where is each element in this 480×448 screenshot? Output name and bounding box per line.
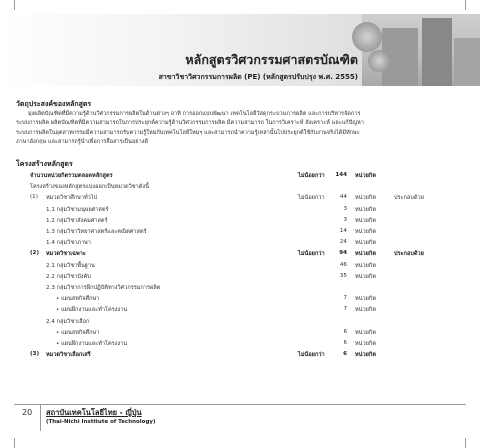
structure-row [0, 250, 480, 261]
crop-mark [465, 438, 466, 448]
row-min-prefix: ไม่น้อยกว่า [298, 352, 325, 359]
structure-row [0, 351, 480, 362]
row-note: ประกอบด้วย [394, 251, 424, 258]
structure-row [0, 329, 480, 340]
row-credits: 6 [343, 328, 347, 335]
structure-row [0, 284, 480, 295]
page-title: หลักสูตรวิศวกรรมศาสตรบัณฑิต [185, 52, 358, 67]
row-credits: 7 [343, 306, 347, 313]
row-unit: หน่วยกิต [355, 195, 376, 202]
objective-line: ระบบการผลิต ผลิตบัณฑิตที่มีความสามารถในการประยุกต์ความรู้ด้านวิศวกรรมการผลิต มีความสามารถ ในการวิเคราะห์ สังเคราะห์ และแก้ปัญหา [16, 120, 364, 127]
structure-row [0, 183, 480, 194]
building-shape [422, 18, 452, 86]
row-label: 1.1 กลุ่มวิชามนุษยศาสตร์ [46, 206, 109, 213]
row-label: หมวดวิชาเลือกเสรี [46, 352, 91, 359]
row-label: หมวดวิชาศึกษาทั่วไป [46, 195, 98, 202]
row-label: • แผนสหกิจศึกษา [56, 329, 100, 336]
structure-row [0, 239, 480, 250]
structure-row [0, 273, 480, 284]
row-label: 2.3 กลุ่มวิชาการฝึกปฏิบัติทางวิศวกรรมการผลิต [46, 285, 161, 291]
footer-separator [40, 405, 41, 431]
row-credits: 3 [343, 216, 347, 223]
row-credits: 24 [339, 239, 347, 246]
row-label: • แผนสหกิจศึกษา [56, 296, 100, 303]
row-unit: หน่วยกิต [355, 329, 376, 336]
crop-mark [14, 438, 15, 448]
row-credits: 3 [343, 205, 347, 212]
campus-photo [362, 14, 480, 86]
row-unit: หน่วยกิต [355, 273, 376, 280]
crop-mark [465, 0, 466, 10]
row-unit: หน่วยกิต [355, 206, 376, 213]
row-label: 1.4 กลุ่มวิชาภาษา [46, 240, 91, 247]
structure-row [0, 228, 480, 239]
row-label: โครงสร้างของหลักสูตรแบ่งออกเป็นหมวดวิชาดังนี้ [30, 184, 149, 191]
row-label: 2.2 กลุ่มวิชาบังคับ [46, 273, 91, 280]
structure-row [0, 172, 480, 183]
row-unit: หน่วยกิต [355, 262, 376, 269]
objective-line: ภาษาอังกฤษ และสามารถรู้นำเพื่อการสื่อสารเป็นอย่างดี [16, 139, 149, 146]
institute-name-thai: สถาบันเทคโนโลยีไทย - ญี่ปุ่น [46, 408, 142, 417]
row-credits: 44 [339, 194, 347, 201]
page-number: 20 [22, 408, 33, 417]
row-label: หมวดวิชาเฉพาะ [46, 251, 86, 258]
row-label: 1.3 กลุ่มวิชาวิทยาศาสตร์และคณิตศาสตร์ [46, 229, 147, 235]
row-min-prefix: ไม่น้อยกว่า [298, 251, 325, 258]
row-label: 1.2 กลุ่มวิชาสังคมศาสตร์ [46, 217, 108, 224]
row-unit: หน่วยกิต [355, 352, 376, 359]
structure-row [0, 318, 480, 329]
row-unit: หน่วยกิต [355, 296, 376, 303]
structure-row [0, 262, 480, 273]
row-credits: 6 [343, 340, 347, 346]
footer-divider [14, 404, 466, 405]
row-label: • แผนฝึกงานและทำโครงงาน [56, 341, 128, 347]
objective-paragraph [16, 110, 464, 148]
row-label: • แผนฝึกงานและทำโครงงาน [56, 307, 128, 314]
row-credits: 7 [343, 295, 347, 302]
objective-line: มุ่งผลิตบัณฑิตที่มีความรู้ด้านวิศวกรรมการผลิตในด้านต่างๆ อาทิ การออกแบบพัฒนา เทคโนโลยีวัสดุกระบวนการผลิต และการบริหารจัดการ [28, 111, 361, 117]
row-min-prefix: ไม่น้อยกว่า [298, 195, 325, 202]
structure-row [0, 295, 480, 306]
row-credits: 35 [339, 272, 347, 279]
row-unit: หน่วยกิต [355, 217, 376, 224]
row-credits: 46 [339, 261, 347, 268]
structure-row [0, 194, 480, 205]
row-credits: 144 [335, 172, 347, 178]
row-unit: หน่วยกิต [355, 229, 376, 235]
row-number: (1) [30, 194, 38, 201]
row-unit: หน่วยกิต [355, 251, 376, 258]
row-credits: 6 [343, 351, 347, 358]
row-label: จำนวนหน่วยกิตรวมตลอดหลักสูตร [30, 173, 113, 179]
row-min-prefix: ไม่น้อยกว่า [298, 173, 325, 179]
institute-name-english: (Thai-Nichi Institute of Technology) [46, 419, 156, 425]
crop-mark [14, 0, 15, 10]
structure-row [0, 306, 480, 317]
row-number: (3) [30, 351, 40, 358]
structure-heading: โครงสร้างหลักสูตร [16, 160, 73, 168]
structure-row [0, 206, 480, 217]
row-note: ประกอบด้วย [394, 195, 424, 202]
row-unit: หน่วยกิต [355, 240, 376, 247]
row-label: 2.4 กลุ่มวิชาเลือก [46, 318, 90, 325]
header-banner [0, 14, 480, 86]
objective-line: ระบบการผลิตในอุตสาหกรรมมีความสามารถรับความรู้ใหม่กับเทคโนโลยีใหม่ๆ และสามารถนำความรู้เหล่านั้นไปประยุกต์ใช้กับงานจริงได้มีทักษะ [16, 129, 360, 136]
row-credits: 94 [339, 250, 347, 257]
row-number: (2) [30, 250, 40, 257]
building-shape [454, 38, 480, 86]
row-unit: หน่วยกิต [355, 307, 376, 314]
objective-heading: วัตถุประสงค์ของหลักสูตร [16, 100, 92, 108]
row-credits: 14 [339, 228, 347, 234]
flower-shape [368, 50, 390, 72]
structure-row [0, 217, 480, 228]
row-unit: หน่วยกิต [355, 173, 376, 179]
row-label: 2.1 กลุ่มวิชาพื้นฐาน [46, 262, 95, 269]
flower-shape [352, 22, 382, 52]
structure-row [0, 340, 480, 351]
page-subtitle: สาขาวิชาวิศวกรรมการผลิต (PE) (หลักสูตรปรับปรุง พ.ศ. 2555) [158, 73, 358, 81]
row-unit: หน่วยกิต [355, 341, 376, 347]
